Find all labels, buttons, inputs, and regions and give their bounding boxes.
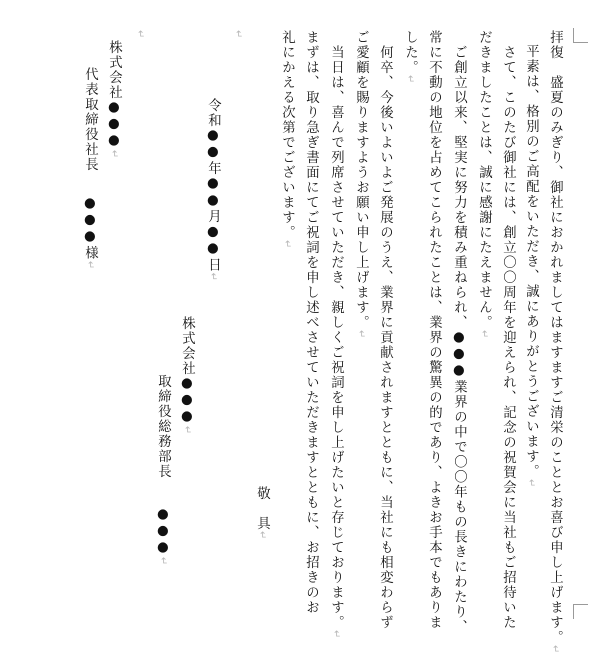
paragraph-mark-icon: ↵ [281, 240, 293, 249]
body-line-11: まずは、取り急ぎ書面にてご祝詞を申し述べさせていただきますとともに、お招きのお [303, 30, 319, 615]
empty-paragraph [133, 30, 146, 38]
closing-keigu: 敬 具↵ [254, 486, 270, 540]
body-line-3: さて、このたび御社には、創立〇〇周年を迎えられ、記念の祝賀会に当社もご招待いた [500, 30, 516, 630]
paragraph-mark-icon: ↵ [330, 630, 342, 639]
paragraph-mark-icon: ↵ [404, 75, 416, 84]
paragraph-mark-icon: ↵ [232, 30, 244, 39]
paragraph-mark-icon: ↵ [157, 556, 169, 566]
paragraph-mark-icon: ↵ [181, 425, 193, 435]
paragraph-mark-icon: ↵ [355, 330, 367, 339]
paragraph-mark-icon: ↵ [256, 531, 268, 540]
body-line-4: だきましたことは、誠に感謝にたえません。↵ [476, 30, 492, 339]
recipient-company: 株式会社●●●↵ [106, 40, 122, 159]
recipient-name: ●●●様 [82, 196, 98, 261]
paragraph-mark-icon: ↵ [84, 260, 96, 270]
sender-name: ●●● [155, 507, 171, 557]
paragraph-mark-icon: ↵ [134, 30, 146, 39]
body-line-6: 常に不動の地位を占めてこられたことは、業界の驚異の的であり、よきお手本でもありま [426, 30, 442, 630]
sender-title: 取締役総務部長 [155, 374, 171, 479]
body-line-2: 平素は、格別のご高配をいただき、誠にありがとうございます。↵ [523, 44, 539, 488]
body-line-10: 当日は、喜んで列席させていただき、親しくご祝詞を申し上げたいと存じております。↵ [328, 30, 344, 639]
body-line-12: 礼にかえる次第でございます。↵ [279, 30, 295, 249]
body-line-7: した。↵ [402, 30, 418, 84]
sender-title-line [156, 374, 169, 565]
empty-paragraph [231, 30, 244, 38]
paragraph-mark-icon: ↵ [108, 149, 120, 159]
body-line-9: ご愛顧を賜りますようお願い申し上げます。↵ [353, 30, 369, 339]
recipient-title: 代表取締役社長 [82, 67, 98, 172]
paragraph-mark-icon: ↵ [549, 645, 561, 653]
sender-company: 株式会社●●●↵ [179, 316, 195, 435]
body-line-1: 拝復 盛夏のみぎり、御社におかれましてはますますご清栄のこととお喜び申し上げます。↵ [547, 30, 563, 653]
page-corner-mark-bottom [573, 604, 588, 619]
recipient-title-line [83, 67, 96, 269]
paragraph-mark-icon: ↵ [207, 272, 219, 281]
paragraph-mark-icon: ↵ [525, 479, 537, 488]
body-line-8: 何卒、今後いよいよご発展のうえ、業界に貢献されますとともに、当社にも相変わらず [377, 30, 393, 630]
letter-date: 令和●●年●●月●●日↵ [205, 98, 221, 281]
body-line-5: ご創立以来、堅実に努力を積み重ねられ、●●●業界の中で〇〇年もの長きにわたり、 [451, 30, 467, 635]
paragraph-mark-icon: ↵ [478, 330, 490, 339]
page-corner-mark-top [573, 28, 588, 43]
